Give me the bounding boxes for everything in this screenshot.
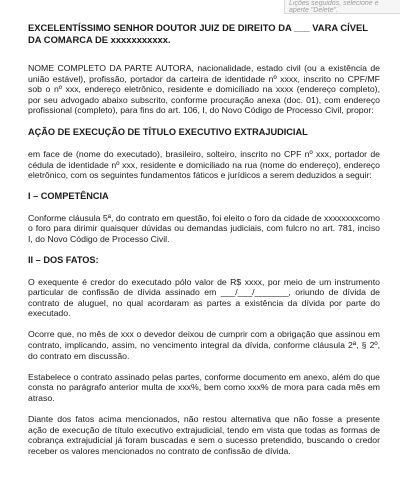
document-page [28, 22, 380, 456]
intro-paragraph: NOME COMPLETO DA PARTE AUTORA, nacionalidade, estado civil (ou a existência de união estável), profissão, portador da carteira de identidade nº xxxx, inscrito no CPF/MF sob o nº xxx, endereço eletrônico, residente e domiciliado na xxxx (endereço completo), por seu advogado abaixo subscrito, conforme procuração anexa (doc. 01), com endereço profissional (completo), para fins do art. 106, I, do Novo Código de Processo Civil, propor: [28, 63, 380, 116]
fatos-paragraph-3: Estabelece o contrato assinado pelas partes, conforme documento em anexo, além do que consta no parágrafo anterior multa de xxx%, bem como xxx% de mora para cada mês em atraso. [28, 371, 380, 403]
fatos-paragraph-2: Ocorre que, no mês de xxx o devedor deixou de cumprir com a obrigação que assinou em contrato, implicando, assim, no vencimento integral da dívida, conforme cláusula 2ª, § 2º, do contrato em discussão. [28, 329, 380, 361]
hint-tooltip [284, 0, 400, 14]
defendant-paragraph: em face de (nome do executado), brasileiro, solteiro, inscrito no CPF nº xxx, portador de cédula de identidade nº xxx, residente e domiciliado na rua (nome do endereço), endereço eletrônico, com os seguintes fundamentos fáticos e jurídicos a serem deduzidos a seguir: [28, 148, 380, 181]
section-fatos-title: II – DOS FATOS: [28, 255, 99, 266]
section-competencia-title: I – COMPETÊNCIA [28, 191, 109, 202]
fatos-paragraph-4: Diante dos fatos acima mencionados, não restou alternativa que não fosse a presente ação de execução de título executivo extrajudicial, tendo em vista que todas as formas de cobrança extrajudicial já foram buscadas e sem o sucesso pretendido, buscando o credor receber os valores mencionados no contrato de confissão de dívida. [28, 413, 380, 456]
court-heading-line-1: EXCELENTÍSSIMO SENHOR DOUTOR JUIZ DE DIREITO DA ___ VARA CÍVEL [28, 22, 368, 33]
hint-line-1: Lições seguidos, selecione e [289, 0, 379, 7]
court-heading-line-2: DA COMARCA DE xxxxxxxxxxx. [28, 34, 171, 45]
action-title: AÇÃO DE EXECUÇÃO DE TÍTULO EXECUTIVO EXTRAJUDICIAL [28, 127, 308, 138]
hint-line-2: aperte "Delete". [289, 7, 338, 14]
court-heading [28, 22, 380, 46]
fatos-paragraph-1: O exequente é credor do executado pólo valor de R$ xxxx, por meio de um instrumento particular de confissão de dívida assinado em ___/___/_______, oriundo de dívida de contrato de aluguel, no qual acordaram as partes a existência da dívida por parte do executado. [28, 276, 380, 319]
section-competencia-text: Conforme cláusula 5ª, do contrato em questão, foi eleito o foro da cidade de xxxxxxxxcomo o foro para dirimir quaisquer dúvidas ou demandas judiciais, com fulcro no art. 781, inciso I, do Novo Código de Processo Civil. [28, 212, 380, 244]
